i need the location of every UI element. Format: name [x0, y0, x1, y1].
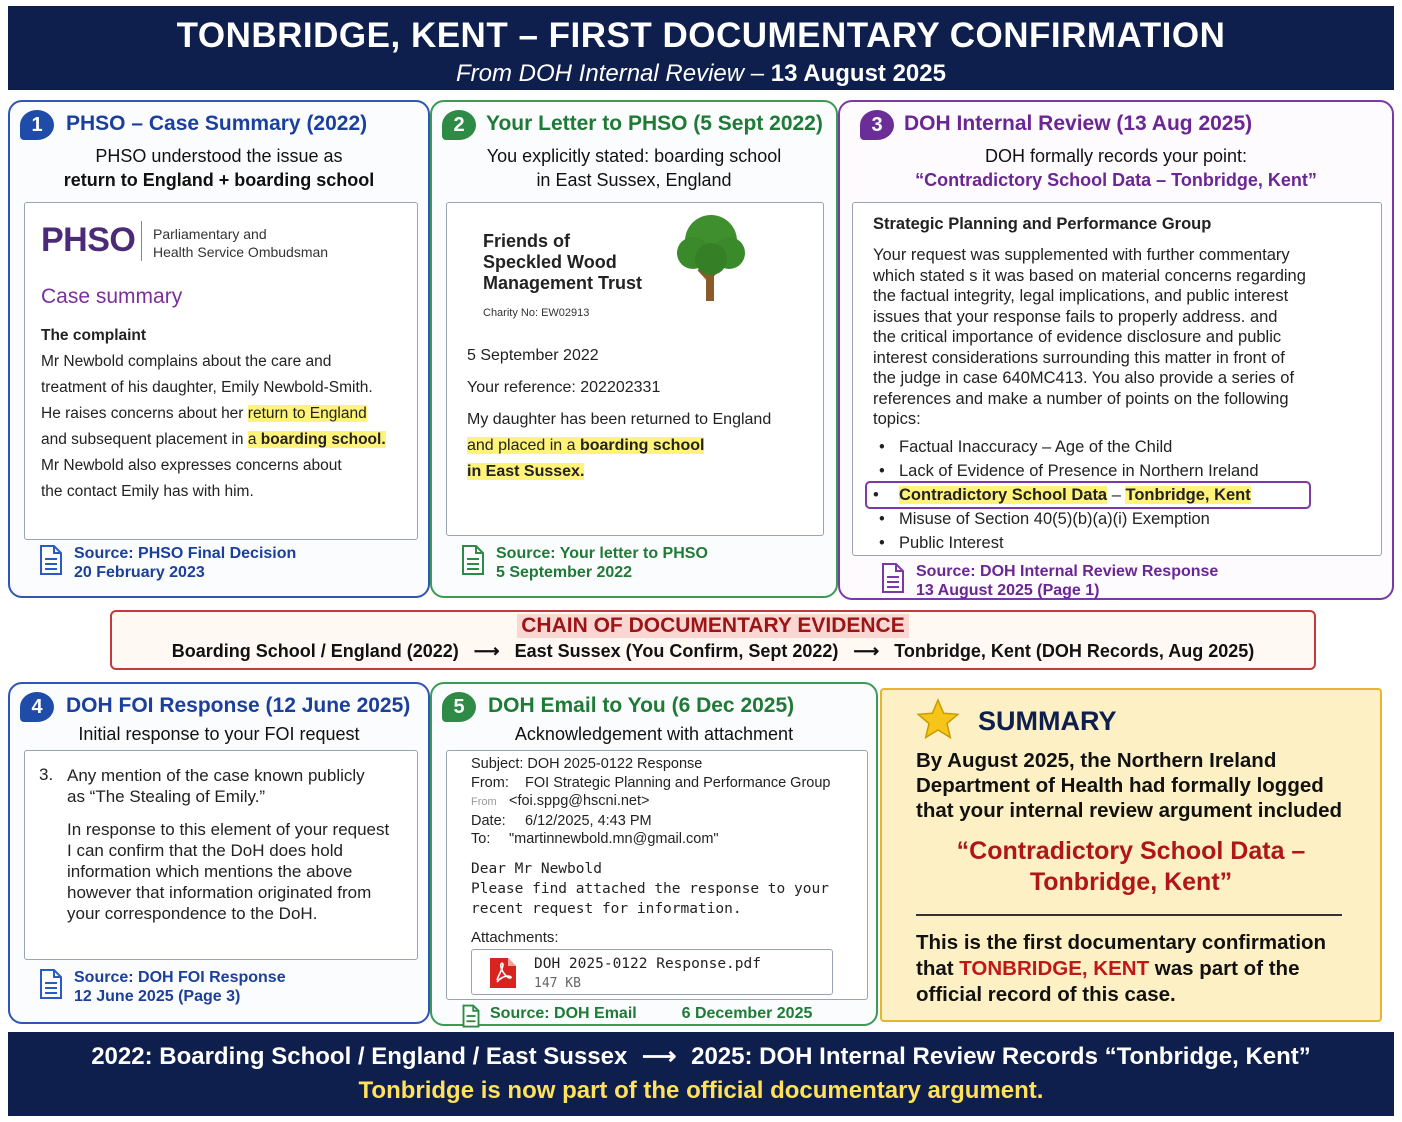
document-icon: [38, 544, 64, 576]
arrow-right-icon: ⟶: [473, 641, 500, 661]
internal-review-excerpt: [852, 202, 1382, 556]
panel-number-badge: 2: [442, 110, 476, 140]
panel-number-badge: 3: [860, 110, 894, 140]
list-item: • Public Interest: [873, 531, 1309, 555]
foi-response-text: In response to this element of your request I can confirm that the DoH does hold information which mentions the above however that information originated from your correspondence to the DoH.: [67, 820, 390, 923]
evidence-chain-banner: [110, 610, 1316, 670]
source-citation: Source: DOH FOI Response 12 June 2025 (Page 3): [38, 968, 418, 1012]
phso-logo: PHSO: [41, 221, 136, 259]
page-subtitle: From DOH Internal Review – 13 August 2025: [456, 60, 946, 87]
page-title: TONBRIDGE, KENT – FIRST DOCUMENTARY CONFIRMATION: [176, 16, 1226, 55]
email-body: Dear Mr Newbold Please find attached the response to your recent request for information.: [471, 861, 829, 917]
panel-number-badge: 1: [20, 110, 54, 140]
panel-subtitle: PHSO understood the issue as return to England + boarding school: [63, 146, 375, 190]
panel-subtitle: Initial response to your FOI request: [78, 724, 360, 744]
group-heading: Strategic Planning and Performance Group: [873, 215, 1212, 233]
panel-doh-email: [430, 682, 878, 1026]
list-item-highlighted: • Contradictory School Data – Tonbridge, Kent: [867, 483, 1309, 507]
panel-number-badge: 4: [20, 692, 54, 722]
panel-title: Your Letter to PHSO (5 Sept 2022): [486, 112, 823, 135]
phso-document-excerpt: [24, 202, 418, 540]
review-topics-list: [873, 435, 1309, 555]
summary-text: By August 2025, the Northern Ireland Department of Health had formally logged that your internal review argument included: [916, 749, 1343, 822]
panel-subtitle: DOH formally records your point: “Contradictory School Data – Tonbridge, Kent”: [915, 146, 1317, 190]
star-icon: [916, 698, 960, 740]
review-paragraph: Your request was supplemented with further commentary which stated s it was based on material concerns regarding the factual integrity, legal implications, and public interest issues that your response fails to properly address. and the critical importance of evidence disclosure and public interest considerations surrounding this matter in front of the judge in case 640MC413. You also provide a series of references and make a number of points on the following topics:: [873, 246, 1306, 428]
list-item: • Factual Inaccuracy – Age of the Child: [873, 435, 1309, 459]
attachment-size: 147 KB: [534, 976, 581, 991]
summary-box: [880, 688, 1382, 1022]
page-header: [8, 6, 1394, 90]
footer-conclusion: Tonbridge is now part of the official documentary argument.: [358, 1077, 1044, 1104]
footer-timeline: 2022: Boarding School / England / East Sussex ⟶ 2025: DOH Internal Review Records “Tonbridge, Kent”: [91, 1043, 1311, 1070]
pdf-icon: [488, 956, 518, 990]
panel-your-letter: [430, 100, 838, 598]
panel-subtitle: You explicitly stated: boarding school in East Sussex, England: [486, 146, 782, 190]
foi-item-number: 3.: [39, 765, 54, 784]
tree-icon: [675, 211, 747, 303]
panel-doh-internal-review: [838, 100, 1394, 600]
trust-name: Friends of Speckled Wood Management Trust: [483, 231, 643, 293]
case-summary-heading: Case summary: [41, 285, 183, 308]
panel-title: PHSO – Case Summary (2022): [66, 112, 368, 135]
chain-steps: Boarding School / England (2022) ⟶ East Sussex (You Confirm, Sept 2022) ⟶ Tonbridge, Kent (DOH Records, Aug 2025): [171, 641, 1255, 661]
case-summary-body: The complaint Mr Newbold complains about the care and treatment of his daughter, Emily Newbold-Smith. He raises concerns about her return to England and subsequent placement in a boarding school. Mr Newbold also expresses concerns about the contact Emily has with him.: [41, 327, 386, 500]
arrow-right-icon: ⟶: [853, 641, 880, 661]
source-citation: Source: DOH Email 6 December 2025: [460, 1004, 870, 1028]
attachments-label: Attachments:: [471, 929, 559, 946]
summary-title: SUMMARY: [978, 706, 1117, 736]
letter-body: 5 September 2022 Your reference: 202202331 My daughter has been returned to England and placed in a boarding school in East Sussex.: [467, 347, 772, 480]
arrow-right-icon: ⟶: [642, 1043, 677, 1070]
document-icon: [460, 544, 486, 576]
email-excerpt: [446, 750, 868, 1000]
panel-title: DOH Email to You (6 Dec 2025): [488, 694, 795, 717]
list-item: • Lack of Evidence of Presence in Northern Ireland: [873, 459, 1309, 483]
charity-number: Charity No: EW02913: [483, 307, 590, 319]
panel-title: DOH Internal Review (13 Aug 2025): [904, 112, 1253, 135]
panel-subtitle: Acknowledgement with attachment: [514, 724, 794, 744]
email-headers: Subject: DOH 2025-0122 Response From: FOI Strategic Planning and Performance Group From <foi.sppg@hscni.net> Date: 6/12/2025, 4:43 PM To: "martinnewbold.mn@gmail.com": [471, 756, 831, 847]
summary-quote: “Contradictory School Data – Tonbridge, Kent”: [956, 837, 1306, 896]
summary-divider: [916, 914, 1342, 916]
source-citation: Source: DOH Internal Review Response 13 August 2025 (Page 1): [880, 562, 1280, 606]
document-icon: [38, 968, 64, 1000]
source-citation: Source: Your letter to PHSO 5 September 2022: [460, 544, 820, 588]
page-footer: [8, 1032, 1394, 1116]
document-icon: [460, 1004, 482, 1028]
panel-title: DOH FOI Response (12 June 2025): [66, 694, 411, 717]
phso-org-name: Parliamentary and Health Service Ombudsman: [153, 226, 329, 260]
list-item: • Misuse of Section 40(5)(b)(a)(i) Exemption: [873, 507, 1309, 531]
summary-conclusion: This is the first documentary confirmation that TONBRIDGE, KENT was part of the official record of this case.: [916, 931, 1327, 1006]
attachment-filename: DOH 2025-0122 Response.pdf: [534, 956, 761, 972]
panel-phso-case-summary: [8, 100, 430, 598]
source-citation: Source: PHSO Final Decision 20 February 2023: [38, 544, 418, 588]
chain-title: CHAIN OF DOCUMENTARY EVIDENCE: [517, 614, 908, 638]
letter-document-excerpt: [446, 202, 824, 536]
foi-response-excerpt: [24, 750, 418, 960]
foi-item: Any mention of the case known publicly as “The Stealing of Emily.”: [67, 766, 365, 806]
attachment-file[interactable]: [471, 949, 833, 995]
document-icon: [880, 562, 906, 594]
panel-number-badge: 5: [442, 692, 476, 722]
logo-divider: [141, 221, 142, 261]
panel-doh-foi-response: [8, 682, 430, 1024]
